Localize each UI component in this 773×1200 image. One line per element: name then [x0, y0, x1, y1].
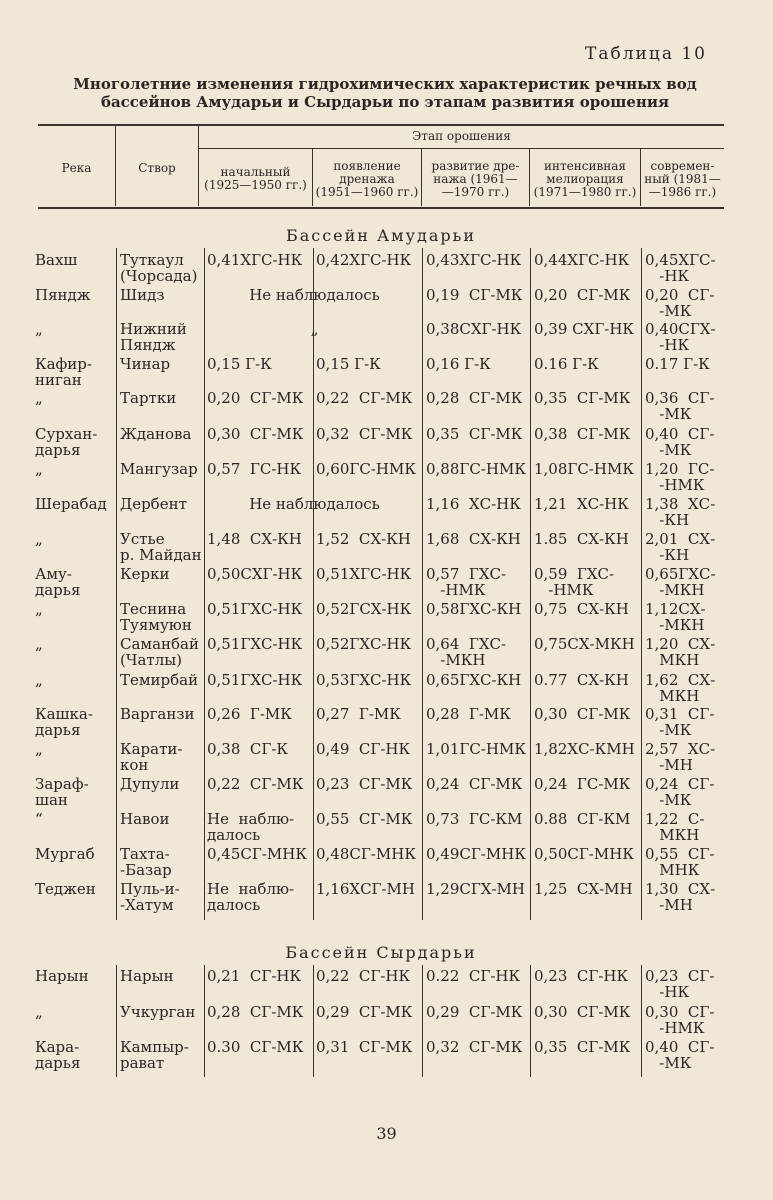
period-3-cell: 0,43ХГС-НК — [426, 251, 522, 269]
header-river: Река — [61, 161, 92, 175]
site-cell: Чинар — [120, 355, 171, 373]
period-2-cell: 1,52 СХ-КН — [316, 530, 411, 548]
period-5-cell: 1,38 ХС- -КН — [645, 495, 716, 529]
header-stage: Этап орошения — [412, 129, 511, 143]
column-divider — [422, 965, 423, 1077]
header-site: Створ — [138, 161, 176, 175]
period-3-cell: 0,57 ГХС- -НМК — [426, 565, 507, 599]
period-5-cell: 0,40 СГ- -МК — [645, 1038, 715, 1072]
period-1-cell: 0.30 СГ-МК — [207, 1038, 304, 1056]
site-cell: Устье р. Майдан — [120, 530, 202, 564]
river-cell: „ — [35, 635, 43, 653]
period-5-cell: 2,01 СХ- -КН — [645, 530, 716, 564]
period-1-cell: 0,50СХГ-НК — [207, 565, 303, 583]
header-period-5: современ- ный (1981— —1986 гг.) — [644, 159, 721, 199]
river-cell: Вахш — [35, 251, 78, 269]
period-1-cell: 0,30 СГ-МК — [207, 425, 304, 443]
period-3-cell: 0.22 СГ-НК — [426, 967, 521, 985]
period-5-cell: 1,20 СХ- МКН — [645, 635, 716, 669]
period-4-cell: 0,59 ГХС- -НМК — [534, 565, 615, 599]
period-1-cell: Не наблю- далось — [207, 880, 295, 914]
period-1-cell: 1,48 СХ-КН — [207, 530, 302, 548]
period-4-cell: 1,82ХС-КМН — [534, 740, 635, 758]
period-4-cell: 0,20 СГ-МК — [534, 286, 631, 304]
period-5-cell: 2,57 ХС- -МН — [645, 740, 716, 774]
period-4-cell: 1,08ГС-НМК — [534, 460, 634, 478]
column-divider — [204, 248, 205, 920]
site-cell: Шидз — [120, 286, 165, 304]
site-cell: Тахта- -Базар — [120, 845, 172, 879]
column-divider — [313, 965, 314, 1077]
site-cell: Нарын — [120, 967, 174, 985]
period-1-cell: Не наблю- далось — [207, 810, 295, 844]
period-2-cell: 0,23 СГ-МК — [316, 775, 413, 793]
period-1-cell: 0,45СГ-МНК — [207, 845, 307, 863]
period-3-cell: 1,16 ХС-НК — [426, 495, 521, 513]
period-3-cell: 0,19 СГ-МК — [426, 286, 523, 304]
river-cell: „ — [35, 1003, 43, 1021]
site-cell: Жданова — [120, 425, 192, 443]
period-3-cell: 0,28 Г-МК — [426, 705, 511, 723]
column-divider — [204, 965, 205, 1077]
header-period-2: появление дренажа (1951—1960 гг.) — [315, 159, 419, 199]
period-2-cell: 0,51ХГС-НК — [316, 565, 412, 583]
period-4-cell: 0,30 СГ-МК — [534, 1003, 631, 1021]
period-4-cell: 0,35 СГ-МК — [534, 1038, 631, 1056]
river-cell: „ — [35, 600, 43, 618]
site-cell: Варганзи — [120, 705, 195, 723]
river-cell: „ — [35, 671, 43, 689]
period-3-cell: 0,32 СГ-МК — [426, 1038, 523, 1056]
column-divider — [641, 965, 642, 1077]
period-4-cell: 0.88 СГ-КМ — [534, 810, 631, 828]
period-3-cell: 1,29СГХ-МН — [426, 880, 525, 898]
period-3-cell: 0,64 ГХС- -МКН — [426, 635, 507, 669]
period-1-cell: 0,20 СГ-МК — [207, 389, 304, 407]
site-cell: Саманбай (Чатлы) — [120, 635, 199, 669]
merged-cell: Не наблюдалось — [249, 286, 380, 304]
period-4-cell: 0.77 СХ-КН — [534, 671, 629, 689]
site-cell: Пуль-и- -Хатум — [120, 880, 180, 914]
site-cell: Теснина Туямуюн — [120, 600, 192, 634]
period-1-cell: 0,15 Г-К — [207, 355, 272, 373]
header-period-3: развитие дре- нажа (1961— —1970 гг.) — [431, 159, 520, 199]
site-cell: Нижний Пяндж — [120, 320, 187, 354]
period-1-cell: 0,28 СГ-МК — [207, 1003, 304, 1021]
period-5-cell: 1,20 ГС- -НМК — [645, 460, 715, 494]
site-cell: Туткаул (Чорсада) — [120, 251, 198, 285]
period-2-cell: 0,31 СГ-МК — [316, 1038, 413, 1056]
period-3-cell: 0,28 СГ-МК — [426, 389, 523, 407]
site-cell: Темирбай — [120, 671, 199, 689]
period-1-cell: 0,41ХГС-НК — [207, 251, 303, 269]
table-title — [40, 75, 730, 111]
river-cell: „ — [35, 740, 43, 758]
period-3-cell: 0,29 СГ-МК — [426, 1003, 523, 1021]
merged-cell: „ — [310, 320, 319, 338]
river-cell: Кашка- дарья — [35, 705, 93, 739]
period-1-cell: 0,51ГХС-НК — [207, 600, 303, 618]
period-2-cell: 1,16ХСГ-МН — [316, 880, 415, 898]
period-5-cell: 0,23 СГ- -НК — [645, 967, 715, 1001]
period-1-cell: 0,21 СГ-НК — [207, 967, 302, 985]
period-5-cell: 1,12СХ- -МКН — [645, 600, 706, 634]
period-3-cell: 0,65ГХС-КН — [426, 671, 522, 689]
period-3-cell: 0,24 СГ-МК — [426, 775, 523, 793]
site-cell: Навои — [120, 810, 170, 828]
period-5-cell: 1,22 С- МКН — [645, 810, 705, 844]
period-5-cell: 0,40 СГ- -МК — [645, 425, 715, 459]
period-1-cell: 0,51ГХС-НК — [207, 635, 303, 653]
period-5-cell: 0,45ХГС- -НК — [645, 251, 716, 285]
period-2-cell: 0,52ГХС-НК — [316, 635, 412, 653]
period-2-cell: 0,49 СГ-НК — [316, 740, 411, 758]
column-divider — [313, 248, 314, 920]
period-1-cell: 0,22 СГ-МК — [207, 775, 304, 793]
period-3-cell: 0,35 СГ-МК — [426, 425, 523, 443]
period-4-cell: 0,24 ГС-МК — [534, 775, 631, 793]
river-cell: Кара- дарья — [35, 1038, 81, 1072]
period-4-cell: 0,39 СХГ-НК — [534, 320, 635, 338]
period-4-cell: 1,21 ХС-НК — [534, 495, 629, 513]
header-period-4: интенсивная мелиорация (1971—1980 гг.) — [533, 159, 637, 199]
period-2-cell: 0,48СГ-МНК — [316, 845, 416, 863]
river-cell: Мургаб — [35, 845, 95, 863]
merged-cell: Не наблюдалось — [249, 495, 380, 513]
period-3-cell: 0,58ГХС-КН — [426, 600, 522, 618]
site-cell: Дупули — [120, 775, 180, 793]
site-cell: Учкурган — [120, 1003, 196, 1021]
title-line-2: бассейнов Амударьи и Сырдарьи по этапам развития орошения — [100, 93, 670, 111]
period-5-cell: 1,30 СХ- -МН — [645, 880, 716, 914]
river-cell: Пяндж — [35, 286, 91, 304]
period-2-cell: 0,22 СГ-НК — [316, 967, 411, 985]
period-5-cell: 1,62 СХ- МКН — [645, 671, 716, 705]
period-5-cell: 0,40СГХ- -НК — [645, 320, 716, 354]
river-cell: „ — [35, 389, 43, 407]
period-5-cell: 0,65ГХС- -МКН — [645, 565, 716, 599]
column-divider — [422, 248, 423, 920]
period-2-cell: 0,15 Г-К — [316, 355, 381, 373]
river-cell: Теджен — [35, 880, 96, 898]
period-2-cell: 0,32 СГ-МК — [316, 425, 413, 443]
period-4-cell: 0,75СХ-МКН — [534, 635, 635, 653]
period-2-cell: 0,53ГХС-НК — [316, 671, 412, 689]
period-4-cell: 1,25 СХ-МН — [534, 880, 633, 898]
site-cell: Тартки — [120, 389, 177, 407]
table-number: Таблица 10 — [585, 44, 707, 64]
page-number: 39 — [376, 1124, 397, 1143]
period-3-cell: 0,38СХГ-НК — [426, 320, 522, 338]
period-5-cell: 0,30 СГ- -НМК — [645, 1003, 715, 1037]
header-period-1: начальный (1925—1950 гг.) — [204, 165, 307, 192]
period-4-cell: 0,75 СХ-КН — [534, 600, 629, 618]
period-4-cell: 0,35 СГ-МК — [534, 389, 631, 407]
period-3-cell: 1,68 СХ-КН — [426, 530, 521, 548]
period-1-cell: 0,57 ГС-НК — [207, 460, 302, 478]
period-2-cell: 0,55 СГ-МК — [316, 810, 413, 828]
site-cell: Мангузар — [120, 460, 198, 478]
river-cell: Аму- дарья — [35, 565, 81, 599]
section-heading-amudarya: Бассейн Амударьи — [285, 226, 477, 245]
header-bottom-rule — [38, 207, 724, 209]
river-cell: Нарын — [35, 967, 89, 985]
period-4-cell: 0,50СГ-МНК — [534, 845, 634, 863]
period-5-cell: 0,31 СГ- -МК — [645, 705, 715, 739]
site-cell: Кампыр- рават — [120, 1038, 189, 1072]
period-4-cell: 0.16 Г-К — [534, 355, 599, 373]
river-cell: “ — [35, 810, 43, 828]
period-3-cell: 0,73 ГС-КМ — [426, 810, 523, 828]
period-5-cell: 0,36 СГ- -МК — [645, 389, 715, 423]
period-4-cell: 0,30 СГ-МК — [534, 705, 631, 723]
period-3-cell: 0,49СГ-МНК — [426, 845, 526, 863]
period-4-cell: 1.85 СХ-КН — [534, 530, 629, 548]
site-cell: Керки — [120, 565, 170, 583]
period-2-cell: 0,60ГС-НМК — [316, 460, 416, 478]
river-cell: Зараф- шан — [35, 775, 89, 809]
period-5-cell: 0.17 Г-К — [645, 355, 710, 373]
river-cell: Шерабад — [35, 495, 107, 513]
period-3-cell: 0,16 Г-К — [426, 355, 491, 373]
site-cell: Дербент — [120, 495, 187, 513]
period-5-cell: 0,55 СГ- МНК — [645, 845, 715, 879]
period-1-cell: 0,38 СГ-К — [207, 740, 289, 758]
river-cell: „ — [35, 460, 43, 478]
section-heading-syrdarya: Бассейн Сырдарьи — [285, 943, 477, 962]
period-4-cell: 0,44ХГС-НК — [534, 251, 630, 269]
title-line-1: Многолетние изменения гидрохимических характеристик речных вод — [73, 75, 697, 93]
period-2-cell: 0,22 СГ-МК — [316, 389, 413, 407]
site-cell: Карати- кон — [120, 740, 183, 774]
river-cell: „ — [35, 530, 43, 548]
river-cell: „ — [35, 320, 43, 338]
river-cell: Кафир- ниган — [35, 355, 92, 389]
stage-underline — [198, 148, 724, 149]
top-rule — [38, 124, 724, 126]
period-5-cell: 0,24 СГ- -МК — [645, 775, 715, 809]
river-cell: Сурхан- дарья — [35, 425, 98, 459]
period-1-cell: 0,51ГХС-НК — [207, 671, 303, 689]
period-3-cell: 0,88ГС-НМК — [426, 460, 526, 478]
period-3-cell: 1,01ГС-НМК — [426, 740, 526, 758]
period-4-cell: 0,38 СГ-МК — [534, 425, 631, 443]
period-2-cell: 0,42ХГС-НК — [316, 251, 412, 269]
period-2-cell: 0,27 Г-МК — [316, 705, 401, 723]
period-1-cell: 0,26 Г-МК — [207, 705, 292, 723]
period-5-cell: 0,20 СГ- -МК — [645, 286, 715, 320]
period-2-cell: 0,29 СГ-МК — [316, 1003, 413, 1021]
period-4-cell: 0,23 СГ-НК — [534, 967, 629, 985]
column-divider — [641, 248, 642, 920]
period-2-cell: 0,52ГСХ-НК — [316, 600, 412, 618]
